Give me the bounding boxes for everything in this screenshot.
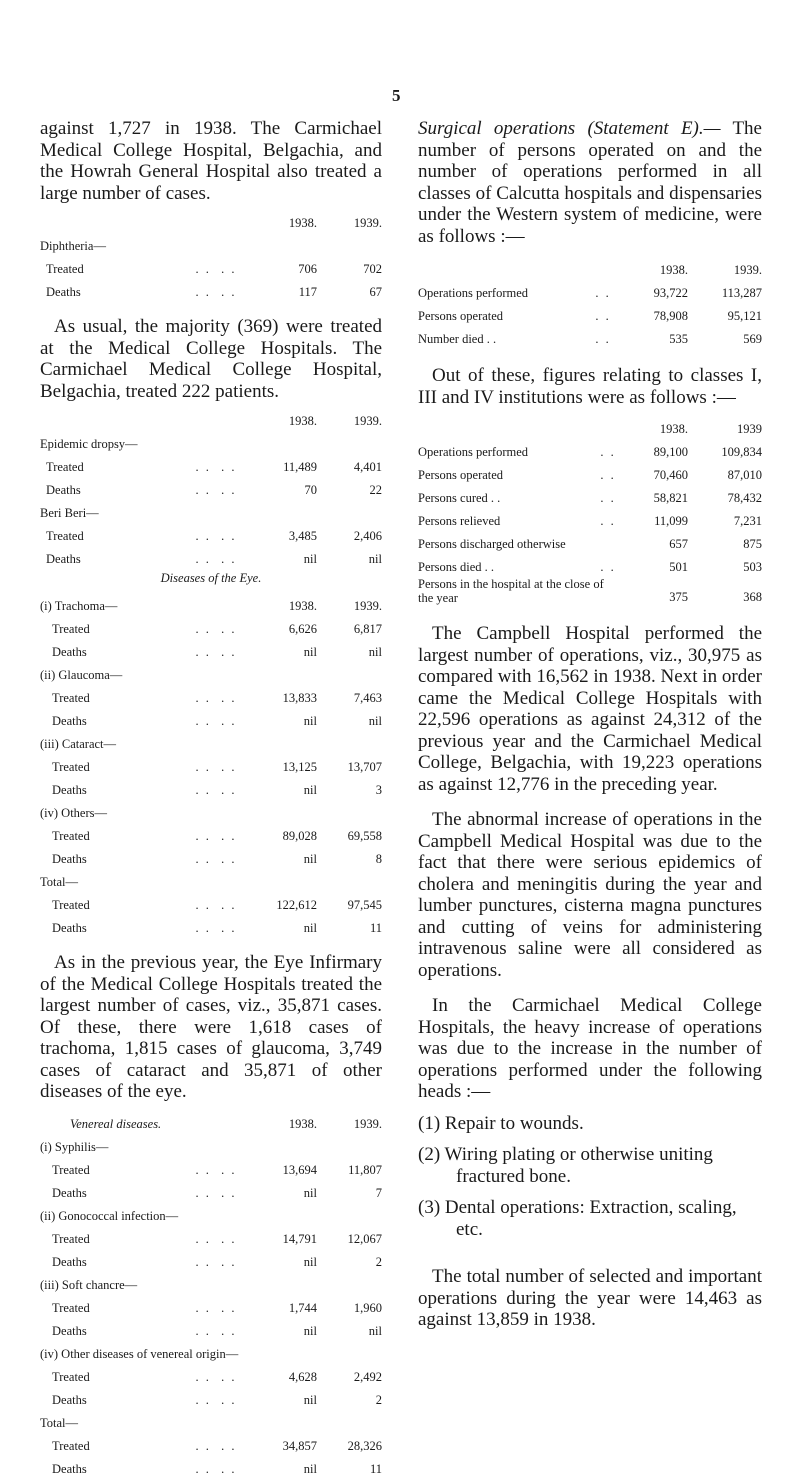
value-1939: 113,287 xyxy=(721,286,762,300)
group-heading: (ii) Gonococcal infection— xyxy=(40,1208,179,1223)
value-1939: 69,558 xyxy=(347,829,382,843)
dropsy-heading: Epidemic dropsy— xyxy=(40,437,138,451)
section-heading: Venereal diseases. xyxy=(70,1116,162,1131)
row-label: Persons in the hospital at the close of the year xyxy=(418,577,604,605)
value-1938: 11,099 xyxy=(654,514,688,528)
row-label: Deaths xyxy=(52,1323,87,1338)
value-1938: nil xyxy=(303,714,317,728)
value-1939: nil xyxy=(368,645,382,659)
row-label: Treated xyxy=(52,622,90,636)
value-1939: 569 xyxy=(743,332,762,346)
group-heading: (iii) Cataract— xyxy=(40,737,117,751)
value-1939: 28,326 xyxy=(347,1438,382,1453)
value-1939: 7,231 xyxy=(733,514,762,528)
row-label: Treated xyxy=(52,898,90,912)
row-label: Persons discharged otherwise xyxy=(418,537,566,551)
value-1938: nil xyxy=(303,921,317,935)
row-label: Deaths xyxy=(46,483,81,497)
value-1939: 3 xyxy=(375,783,382,797)
row-label: Deaths xyxy=(52,783,87,797)
value-1938: nil xyxy=(303,783,317,797)
surgical-paragraph xyxy=(418,118,762,247)
classes-paragraph: Out of these, figures relating to classes I, III and IV institutions were as follows :— xyxy=(418,365,762,408)
value-1938: nil xyxy=(303,1461,317,1476)
value-1938: 14,791 xyxy=(282,1231,317,1246)
group-heading: (ii) Glaucoma— xyxy=(40,668,123,682)
row-label: Treated xyxy=(52,1162,90,1177)
value-1938: 375 xyxy=(669,590,688,604)
value-1939: 2,492 xyxy=(353,1369,382,1384)
row-label: Deaths xyxy=(46,285,81,299)
value-1938: 70,460 xyxy=(653,468,688,482)
value-1939: 2 xyxy=(375,1254,382,1269)
beri-heading: Beri Beri— xyxy=(40,506,99,520)
leader-dots xyxy=(598,529,618,552)
value-1939: 87,010 xyxy=(727,468,762,482)
row-label: Persons died . . xyxy=(418,560,495,574)
row-label: Treated xyxy=(52,691,90,705)
row-label: Number died . . xyxy=(418,332,497,346)
value-1938: 122,612 xyxy=(276,898,317,912)
value-1939: 95,121 xyxy=(727,309,762,323)
value-1938: 89,028 xyxy=(282,829,317,843)
year-1938-header: 1938. xyxy=(659,422,688,436)
row-label: Deaths xyxy=(52,852,87,866)
value-1938: 1,744 xyxy=(288,1300,317,1315)
value-1938: 13,833 xyxy=(282,691,317,705)
value-1939: 11 xyxy=(369,921,382,935)
value-1938: 13,125 xyxy=(282,760,317,774)
row-label: Deaths xyxy=(52,921,87,935)
leader-dots: . . xyxy=(600,560,616,574)
row-label: Treated xyxy=(46,460,84,474)
row-label: Persons cured . . xyxy=(418,491,501,505)
row-label: Persons relieved xyxy=(418,514,501,528)
row-label: Deaths xyxy=(52,1185,87,1200)
campbell-paragraph: The Campbell Hospital performed the largest number of operations, viz., 30,975 as compared with 16,562 in 1938. Next in order came the Medical College Hospitals with 22,596 operations as against 24,312 of the previous year and the Carmichael Medical College, Belgachia, with 19,223 operations as against 12,776 in the preceding year. xyxy=(418,623,762,795)
row-label: Treated xyxy=(52,829,90,843)
carmichael-paragraph: In the Carmichael Medical College Hospitals, the heavy increase of operations was due to the increase in the number of operations performed under the following heads :— xyxy=(418,995,762,1102)
year-1939-header: 1939. xyxy=(353,599,382,613)
row-label: Deaths xyxy=(46,552,81,566)
year-1939-header: 1939. xyxy=(353,414,382,428)
value-1939: 2 xyxy=(375,1392,382,1407)
year-1939-header: 1939. xyxy=(733,263,762,277)
group-heading: (i) Syphilis— xyxy=(40,1139,109,1154)
classes-table xyxy=(418,414,762,605)
value-1939: 109,834 xyxy=(721,445,762,459)
value-1938: 34,857 xyxy=(282,1438,317,1453)
year-1938-header: 1938. xyxy=(288,599,317,613)
row-label: Deaths xyxy=(52,1254,87,1269)
intro-paragraph: against 1,727 in 1938. The Carmichael Medical College Hospital, Belgachia, and the Howrah General Hospital also treated a large number of cases. xyxy=(40,118,382,204)
row-label: Treated xyxy=(52,1438,90,1453)
value-1938: 70 xyxy=(304,483,317,497)
value-1938: nil xyxy=(303,1323,317,1338)
row-label: Deaths xyxy=(52,1461,87,1476)
value-1939: 7 xyxy=(375,1185,382,1200)
eye-diseases-table: (i) Trachoma— 1938. 1939. Treated . . . . 6,626 6,817 Deaths . . . . nil nil (ii) Glaucoma— Treated . . . . 13,833 7,463 Deaths . . . . nil nil (iii) Cataract— Treated . . . . 13,125 13,707 Deaths . . . . nil 3 (iv) Others— Treated . . . . 89,028 69,558 Deaths . . . . nil 8 Total— Treated . . . . 122,612 97,545 Deaths . . . . nil 11 xyxy=(40,591,382,936)
year-1938-header: 1938. xyxy=(659,263,688,277)
surgical-text: The number of persons operated on and the number of operations performed in all classes of Calcutta hospitals and dispensaries under the Western system of medicine, were as follows :— xyxy=(418,118,762,247)
year-1938-header: 1938. xyxy=(288,216,317,230)
value-1939: 13,707 xyxy=(347,760,382,774)
leader-dots: . . xyxy=(600,514,616,528)
row-label: Operations performed xyxy=(418,445,529,459)
value-1938: 58,821 xyxy=(653,491,688,505)
leader-dots: . . xyxy=(600,468,616,482)
diphtheria-heading: Diphtheria— xyxy=(40,239,106,253)
row-label: Treated xyxy=(52,1231,90,1246)
value-1938: 657 xyxy=(669,537,688,551)
year-1939-header: 1939. xyxy=(353,216,382,230)
surgical-title: Surgical operations (Statement E).— xyxy=(418,118,721,139)
value-1938: 93,722 xyxy=(653,286,688,300)
row-label: Persons operated xyxy=(418,468,504,482)
value-1939: 22 xyxy=(369,483,382,497)
row-label: Treated xyxy=(46,262,84,276)
group-heading: Total— xyxy=(40,1415,79,1430)
abnormal-increase-paragraph: The abnormal increase of operations in the Campbell Medical Hospital was due to the fact that there were serious epidemics of cholera and meningitis during the year and lumber punctures, cisterna magna punctures and cutting of veins for administering intravenous saline were all considered as operations. xyxy=(418,809,762,981)
value-1939: 11,807 xyxy=(348,1162,382,1177)
value-1938: 535 xyxy=(669,332,688,346)
value-1938: 4,628 xyxy=(288,1369,317,1384)
row-label: Deaths xyxy=(52,645,87,659)
value-1939: 6,817 xyxy=(353,622,382,636)
value-1938: 6,626 xyxy=(288,622,317,636)
value-1939: 11 xyxy=(369,1461,382,1476)
diphtheria-table: 1938. 1939. Diphtheria— Treated . . . . 706 702 Deaths . . . . 117 67 xyxy=(40,208,382,300)
value-1939: 875 xyxy=(743,537,762,551)
value-1939: 368 xyxy=(743,590,762,604)
value-1939: 503 xyxy=(743,560,762,574)
row-label: Treated xyxy=(52,1300,90,1315)
value-1939: 4,401 xyxy=(353,460,382,474)
majority-paragraph: As usual, the majority (369) were treated at the Medical College Hospitals. The Carmichael Medical College Hospital, Belgachia, treated 222 patients. xyxy=(40,316,382,402)
dropsy-beri-table: 1938. 1939. Epidemic dropsy— Treated . . . . 11,489 4,401 Deaths . . . . 70 22 Beri Beri— Treated . . . . 3,485 2,406 Deaths . . . . nil nil xyxy=(40,406,382,567)
value-1939: 97,545 xyxy=(347,898,382,912)
total-operations-paragraph: The total number of selected and important operations during the year were 14,463 as against 13,859 in 1938. xyxy=(418,1266,762,1330)
value-1938: nil xyxy=(303,645,317,659)
group-heading: (i) Trachoma— xyxy=(40,599,118,613)
row-label: Treated xyxy=(52,760,90,774)
right-column xyxy=(418,118,762,1331)
group-heading: (iv) Other diseases of venereal origin— xyxy=(40,1346,239,1361)
row-label: Deaths xyxy=(52,714,87,728)
value-1939: nil xyxy=(368,714,382,728)
value-1939: nil xyxy=(368,1323,382,1338)
value-1938: 706 xyxy=(298,262,317,276)
value-1939: 7,463 xyxy=(353,691,382,705)
leader-dots: . . xyxy=(600,491,616,505)
value-1938: 13,694 xyxy=(282,1162,317,1177)
value-1939: 2,406 xyxy=(353,529,382,543)
list-item: (2) Wiring plating or otherwise uniting fractured bone. xyxy=(418,1144,713,1187)
value-1938: nil xyxy=(303,552,317,566)
value-1939: 78,432 xyxy=(727,491,762,505)
value-1939: 702 xyxy=(363,262,382,276)
row-label: Treated xyxy=(46,529,84,543)
list-item: (3) Dental operations: Extraction, scaling, etc. xyxy=(418,1197,737,1240)
value-1938: nil xyxy=(303,1185,317,1200)
venereal-diseases-table: Venereal diseases. 1938. 1939. (i) Syphilis— Treated . . . . 13,694 11,807 Deaths . . . . nil 7 (ii) Gonococcal infection— Treated . . . . 14,791 12,067 Deaths . . . . nil 2 (iii) Soft chancre— Treated . . . . 1,744 1,960 Deaths . . . . nil nil (iv) Other diseases of venereal origin— Treated . . . . 4,628 2,492 Deaths . . . . nil 2 Total— Treated . . . . 34,857 28,326 Deaths . . . . nil 11 xyxy=(40,1109,382,1477)
value-1939: 8 xyxy=(375,852,382,866)
row-label: Deaths xyxy=(52,1392,87,1407)
value-1938: 3,485 xyxy=(288,529,317,543)
eye-diseases-heading: Diseases of the Eye. xyxy=(160,571,262,585)
leader-dots: . . xyxy=(600,445,616,459)
value-1938: nil xyxy=(303,852,317,866)
year-1938-header: 1938. xyxy=(288,1116,317,1131)
row-label: Treated xyxy=(52,1369,90,1384)
value-1938: 11,489 xyxy=(283,460,317,474)
value-1939: 67 xyxy=(369,285,382,299)
value-1938: 89,100 xyxy=(653,445,688,459)
year-1938-header: 1938. xyxy=(288,414,317,428)
group-heading: Total— xyxy=(40,875,79,889)
eye-infirmary-paragraph: As in the previous year, the Eye Infirmary of the Medical College Hospitals treated the largest number of cases, viz., 35,871 cases. Of these, there were 1,618 cases of trachoma, 1,815 cases of glaucoma, 3,749 cases of cataract and 35,871 of other diseases of the eye. xyxy=(40,952,382,1102)
value-1939: nil xyxy=(368,552,382,566)
list-item: (1) Repair to wounds. xyxy=(418,1112,584,1134)
operation-heads-list xyxy=(418,1113,762,1241)
year-1939-header: 1939. xyxy=(353,1116,382,1131)
value-1938: nil xyxy=(303,1392,317,1407)
row-label: Persons operated xyxy=(418,309,504,323)
value-1938: 78,908 xyxy=(653,309,688,323)
value-1938: nil xyxy=(303,1254,317,1269)
year-1939-header: 1939 xyxy=(737,422,762,436)
page-number: 5 xyxy=(392,86,401,105)
row-label: Operations performed xyxy=(418,286,529,300)
operations-table: 1938. 1939. Operations performed . . 93,722 113,287 Persons operated . . 78,908 95,121 Number died . . . . 535 569 xyxy=(418,255,762,347)
value-1939: 12,067 xyxy=(347,1231,382,1246)
group-heading: (iv) Others— xyxy=(40,806,107,820)
left-column xyxy=(40,118,382,1477)
group-heading: (iii) Soft chancre— xyxy=(40,1277,138,1292)
value-1938: 117 xyxy=(298,285,317,299)
value-1939: 1,960 xyxy=(353,1300,382,1315)
value-1938: 501 xyxy=(669,560,688,574)
